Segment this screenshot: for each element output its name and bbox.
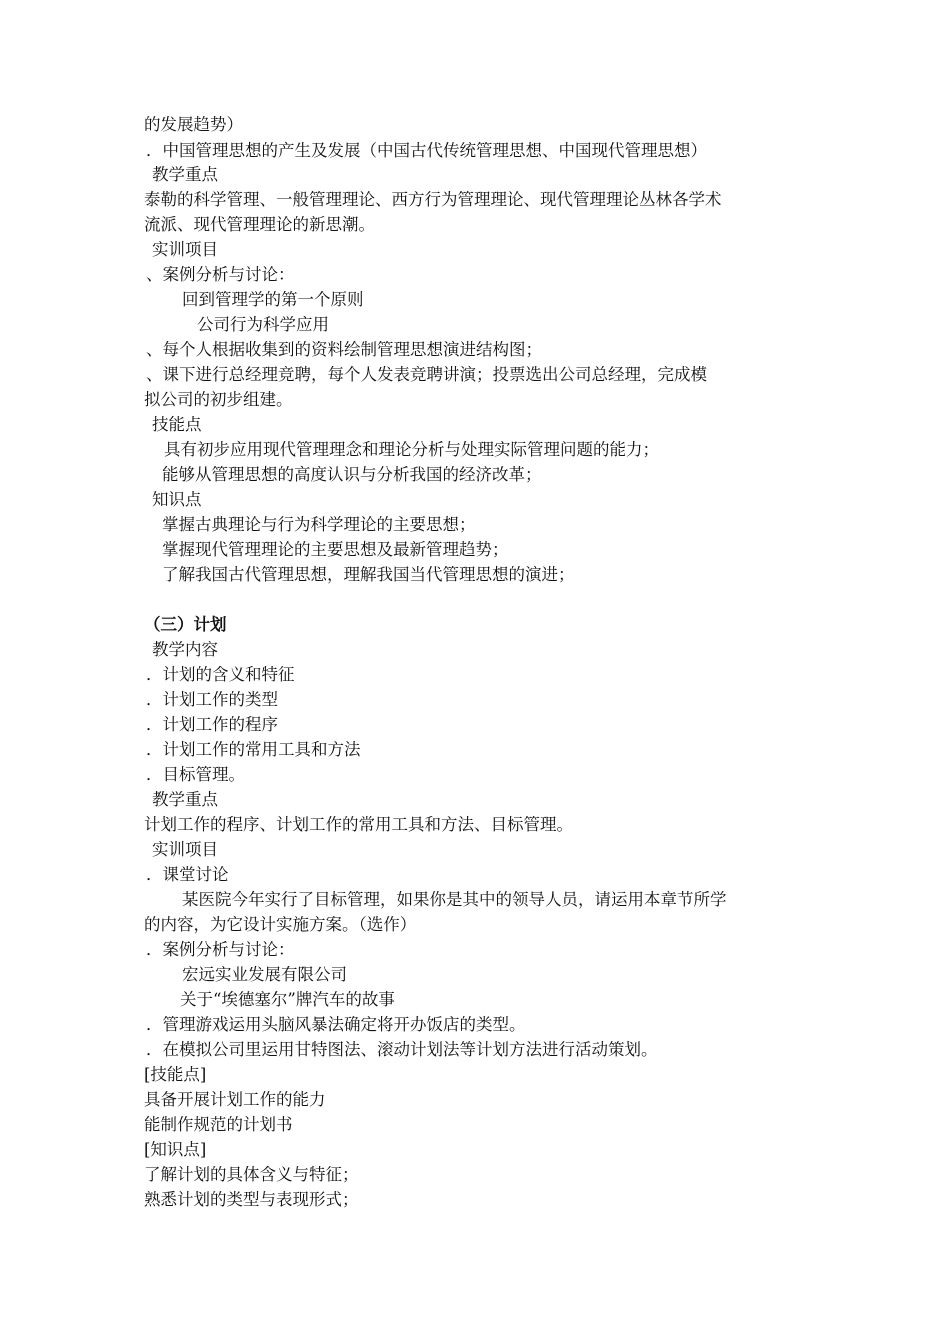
list-item: 宏远实业发展有限公司 — [182, 965, 347, 984]
chapter-title: （三）计划 — [144, 615, 227, 634]
list-item: ．目标管理。 — [146, 765, 245, 784]
text-line: 某医院今年实行了目标管理，如果你是其中的领导人员，请运用本章节所学 — [182, 890, 727, 909]
list-item: ．计划工作的程序 — [146, 715, 278, 734]
list-item: ．在模拟公司里运用甘特图法、滚动计划法等计划方法进行活动策划。 — [146, 1040, 658, 1059]
list-item: 具有初步应用现代管理理念和理论分析与处理实际管理问题的能力； — [164, 440, 659, 459]
list-item: ．课堂讨论 — [146, 865, 229, 884]
section-heading: 实训项目 — [152, 240, 218, 259]
section-heading: 知识点 — [152, 490, 202, 509]
list-item: ．计划的含义和特征 — [146, 665, 295, 684]
text-line: 泰勒的科学管理、一般管理理论、西方行为管理理论、现代管理理论丛林各学术 — [144, 190, 722, 209]
list-item: 掌握现代管理理论的主要思想及最新管理趋势； — [162, 540, 509, 559]
list-item: 掌握古典理论与行为科学理论的主要思想； — [162, 515, 476, 534]
text-line: 计划工作的程序、计划工作的常用工具和方法、目标管理。 — [144, 815, 573, 834]
section-heading: 教学内容 — [152, 640, 218, 659]
list-item: 、课下进行总经理竞聘，每个人发表竞聘讲演；投票选出公司总经理，完成模 — [146, 365, 707, 384]
section-heading: [技能点] — [144, 1065, 207, 1084]
text-line: 的内容，为它设计实施方案。（选作） — [144, 915, 417, 934]
list-item: 关于“埃德塞尔”牌汽车的故事 — [180, 990, 395, 1009]
text-line: 的发展趋势） — [144, 115, 243, 134]
text-line: 了解计划的具体含义与特征； — [144, 1165, 359, 1184]
text-line: 能制作规范的计划书 — [144, 1115, 293, 1134]
text-line: 拟公司的初步组建。 — [144, 390, 293, 409]
text-line: 流派、现代管理理论的新思潮。 — [144, 215, 375, 234]
text-line: 熟悉计划的类型与表现形式； — [144, 1190, 359, 1209]
list-item: ．管理游戏运用头脑风暴法确定将开办饭店的类型。 — [146, 1015, 526, 1034]
text-line: ．中国管理思想的产生及发展（中国古代传统管理思想、中国现代管理思想） — [146, 141, 707, 160]
list-item: 公司行为科学应用 — [197, 315, 329, 334]
list-item: ．计划工作的类型 — [146, 690, 278, 709]
section-heading: 实训项目 — [152, 840, 218, 859]
list-item: 了解我国古代管理思想，理解我国当代管理思想的演进； — [162, 565, 575, 584]
text-line: 具备开展计划工作的能力 — [144, 1090, 326, 1109]
section-heading: 教学重点 — [152, 165, 218, 184]
section-heading: 技能点 — [152, 415, 202, 434]
list-item: 能够从管理思想的高度认识与分析我国的经济改革； — [162, 465, 542, 484]
list-item: 回到管理学的第一个原则 — [182, 290, 364, 309]
section-heading: 教学重点 — [152, 790, 218, 809]
list-item: ．计划工作的常用工具和方法 — [146, 740, 361, 759]
list-item: ．案例分析与讨论： — [146, 940, 295, 959]
section-heading: [知识点] — [144, 1140, 207, 1159]
list-item: 、每个人根据收集到的资料绘制管理思想演进结构图； — [146, 340, 542, 359]
list-item: 、案例分析与讨论： — [146, 265, 295, 284]
